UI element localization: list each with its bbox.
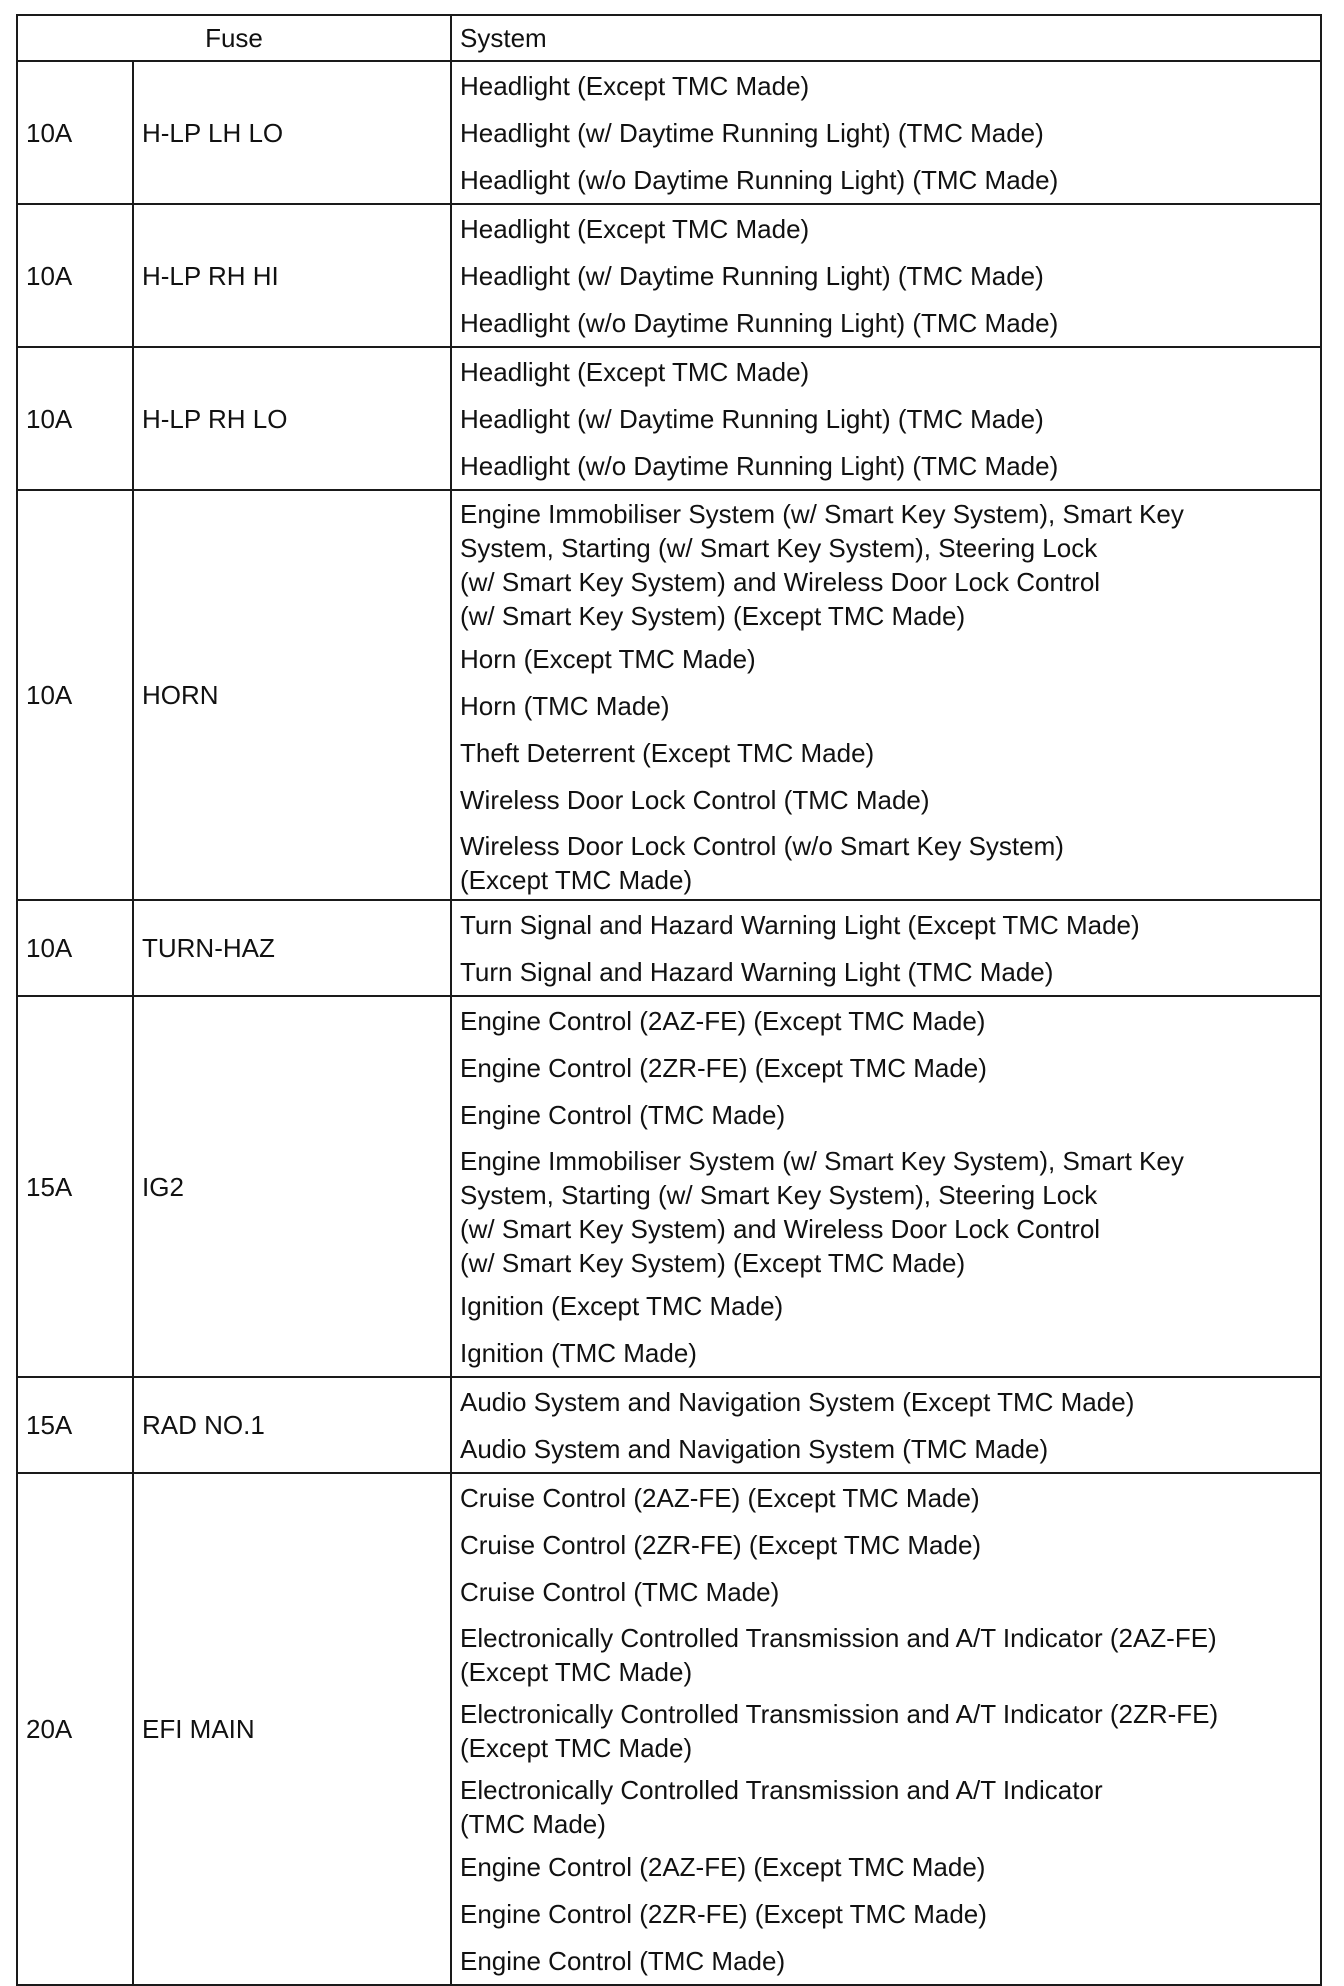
system-entry: Electronically Controlled Transmission and A/T Indicator (2AZ-FE) (Except TMC Made) (460, 1623, 1217, 1687)
system-entry: Electronically Controlled Transmission and A/T Indicator (2ZR-FE) (Except TMC Made) (460, 1699, 1219, 1763)
system-entry: Headlight (Except TMC Made) (460, 70, 810, 101)
system-entry: Engine Control (2AZ-FE) (Except TMC Made) (460, 1005, 986, 1036)
system-entry: Ignition (TMC Made) (460, 1337, 697, 1368)
system-entry: Headlight (w/ Daytime Running Light) (TMC Made) (460, 260, 1044, 291)
fuse-amperage: 15A (17, 1377, 133, 1473)
system-entry: Engine Control (TMC Made) (460, 1099, 786, 1130)
system-column-header: System (451, 15, 1321, 61)
system-entry: Horn (TMC Made) (460, 690, 670, 721)
fuse-amperage: 10A (17, 61, 133, 204)
system-entry: Headlight (w/ Daytime Running Light) (TMC Made) (460, 403, 1044, 434)
fuse-amperage: 10A (17, 900, 133, 996)
fuse-name: EFI MAIN (133, 1473, 451, 1985)
system-entry: Headlight (Except TMC Made) (460, 213, 810, 244)
system-list (451, 1377, 1321, 1473)
system-entry: Audio System and Navigation System (Except TMC Made) (460, 1386, 1135, 1417)
table-row (17, 61, 1321, 204)
system-entry: Cruise Control (TMC Made) (460, 1576, 780, 1607)
system-entry: Cruise Control (2ZR-FE) (Except TMC Made) (460, 1529, 982, 1560)
system-entry: Turn Signal and Hazard Warning Light (TMC Made) (460, 956, 1054, 987)
fuse-table-body (17, 61, 1321, 1985)
fuse-amperage: 10A (17, 204, 133, 347)
system-list (451, 996, 1321, 1377)
system-entry: Engine Control (2ZR-FE) (Except TMC Made) (460, 1052, 987, 1083)
system-list (451, 347, 1321, 490)
system-entry: Headlight (w/o Daytime Running Light) (TMC Made) (460, 450, 1059, 481)
fuse-name: H-LP RH LO (133, 347, 451, 490)
fuse-name: H-LP LH LO (133, 61, 451, 204)
table-header-row (17, 15, 1321, 61)
fuse-table (16, 14, 1322, 1986)
system-entry: Audio System and Navigation System (TMC Made) (460, 1433, 1049, 1464)
system-entry: Wireless Door Lock Control (w/o Smart Key System) (Except TMC Made) (460, 831, 1064, 895)
fuse-amperage: 10A (17, 347, 133, 490)
system-list (451, 61, 1321, 204)
table-row (17, 900, 1321, 996)
system-list (451, 490, 1321, 900)
system-entry: Electronically Controlled Transmission and A/T Indicator (TMC Made) (460, 1775, 1103, 1839)
system-entry: Headlight (w/o Daytime Running Light) (TMC Made) (460, 307, 1059, 338)
fuse-name: HORN (133, 490, 451, 900)
system-entry: Engine Immobiliser System (w/ Smart Key System), Smart Key System, Starting (w/ Smart Key System), Steering Lock (w/ Smart Key System) and Wireless Door Lock Control (w/ Smart Key System) (Except TMC Made) (460, 499, 1184, 631)
fuse-name: H-LP RH HI (133, 204, 451, 347)
table-row (17, 490, 1321, 900)
fuse-name: IG2 (133, 996, 451, 1377)
system-list (451, 900, 1321, 996)
system-entry: Theft Deterrent (Except TMC Made) (460, 737, 875, 768)
system-entry: Cruise Control (2AZ-FE) (Except TMC Made) (460, 1482, 980, 1513)
system-list (451, 1473, 1321, 1985)
table-row (17, 347, 1321, 490)
system-entry: Engine Control (2AZ-FE) (Except TMC Made) (460, 1851, 986, 1882)
fuse-amperage: 10A (17, 490, 133, 900)
fuse-amperage: 20A (17, 1473, 133, 1985)
system-entry: Headlight (w/ Daytime Running Light) (TMC Made) (460, 117, 1044, 148)
fuse-amperage: 15A (17, 996, 133, 1377)
fuse-name: TURN-HAZ (133, 900, 451, 996)
fuse-column-header: Fuse (17, 15, 451, 61)
system-entry: Headlight (Except TMC Made) (460, 356, 810, 387)
system-list (451, 204, 1321, 347)
table-row (17, 1473, 1321, 1985)
system-entry: Engine Control (2ZR-FE) (Except TMC Made) (460, 1898, 987, 1929)
system-entry: Wireless Door Lock Control (TMC Made) (460, 784, 930, 815)
system-entry: Engine Immobiliser System (w/ Smart Key System), Smart Key System, Starting (w/ Smart Key System), Steering Lock (w/ Smart Key System) and Wireless Door Lock Control (w/ Smart Key System) (Except TMC Made) (460, 1146, 1184, 1278)
system-entry: Turn Signal and Hazard Warning Light (Except TMC Made) (460, 909, 1140, 940)
fuse-name: RAD NO.1 (133, 1377, 451, 1473)
system-entry: Ignition (Except TMC Made) (460, 1290, 784, 1321)
table-row (17, 996, 1321, 1377)
system-entry: Headlight (w/o Daytime Running Light) (TMC Made) (460, 164, 1059, 195)
table-row (17, 1377, 1321, 1473)
system-entry: Horn (Except TMC Made) (460, 643, 756, 674)
system-entry: Engine Control (TMC Made) (460, 1945, 786, 1976)
table-row (17, 204, 1321, 347)
